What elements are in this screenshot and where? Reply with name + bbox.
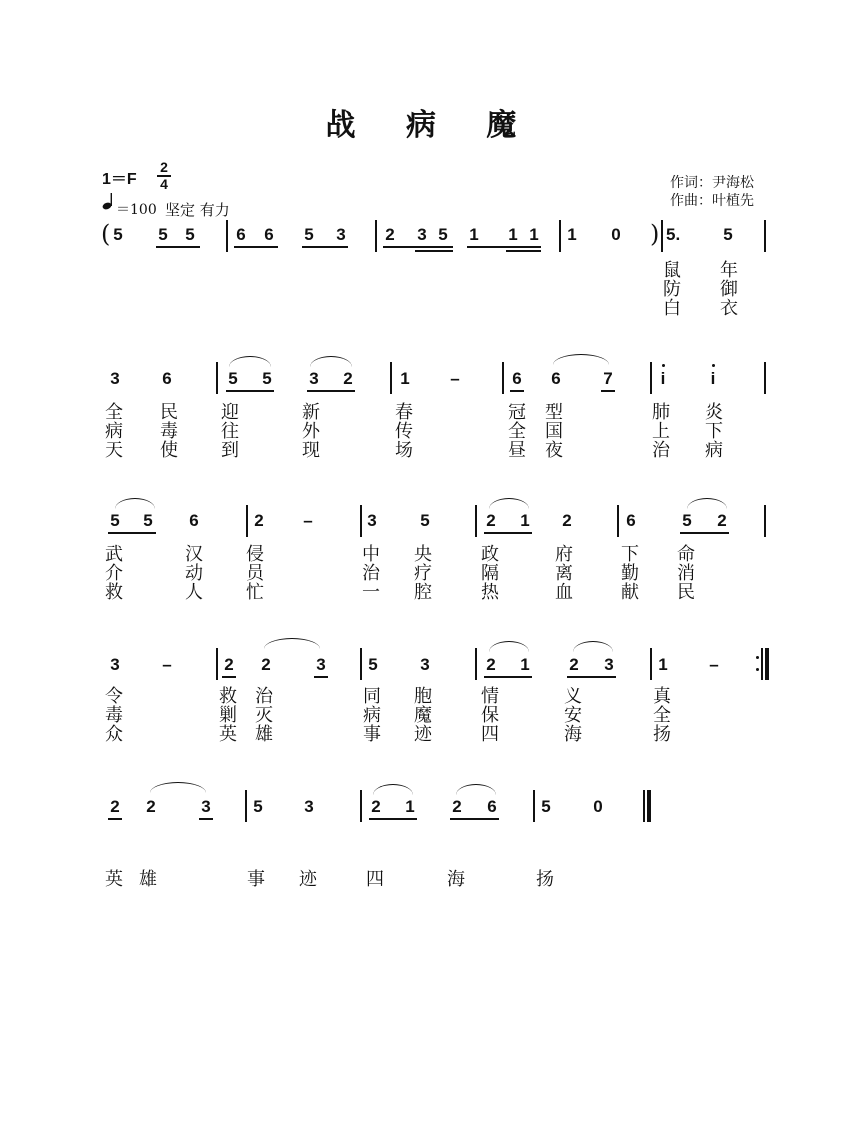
note: 5 bbox=[541, 797, 551, 816]
lyric: 情 bbox=[481, 686, 499, 707]
note: 3 bbox=[420, 655, 430, 674]
note: 5. bbox=[666, 225, 681, 244]
eighth-beam bbox=[307, 390, 355, 392]
lyric: 政 bbox=[481, 544, 499, 565]
lyric: 同 bbox=[363, 686, 381, 707]
lyric: 场 bbox=[395, 440, 413, 461]
note: 1 bbox=[520, 511, 530, 530]
lyric: 毒 bbox=[105, 705, 123, 726]
lyric: 扬 bbox=[536, 869, 554, 890]
note: 3 bbox=[316, 655, 326, 674]
lyric: 动 bbox=[185, 563, 203, 584]
octave-dot bbox=[712, 364, 715, 367]
note: 3 bbox=[309, 369, 319, 388]
lyric: 病 bbox=[105, 421, 123, 442]
note: 2 bbox=[254, 511, 264, 530]
note: 1 bbox=[520, 655, 530, 674]
repeat-dot bbox=[756, 656, 759, 659]
note: 5 bbox=[304, 225, 314, 244]
lyric: 上 bbox=[652, 421, 670, 442]
eighth-beam bbox=[467, 246, 541, 248]
lyric: 肺 bbox=[652, 402, 670, 423]
note: 5 bbox=[110, 511, 120, 530]
lyric: 毒 bbox=[160, 421, 178, 442]
lyric: 迹 bbox=[414, 724, 432, 745]
slur bbox=[489, 498, 529, 509]
note: 1 bbox=[529, 225, 539, 244]
note: 7 bbox=[603, 369, 613, 388]
note: 5 bbox=[420, 511, 430, 530]
bar-line bbox=[475, 505, 477, 537]
eighth-beam bbox=[199, 818, 213, 820]
note: 2 bbox=[224, 655, 234, 674]
slur bbox=[553, 354, 609, 365]
note: 3 bbox=[201, 797, 211, 816]
note: 3 bbox=[110, 655, 120, 674]
note: 2 bbox=[717, 511, 727, 530]
note: 6 bbox=[626, 511, 636, 530]
slur bbox=[264, 638, 320, 649]
lyric: 灭 bbox=[255, 705, 273, 726]
note: 3 bbox=[110, 369, 120, 388]
lyric: 民 bbox=[160, 402, 178, 423]
note: 5 bbox=[143, 511, 153, 530]
slur bbox=[489, 641, 529, 652]
note: 3 bbox=[604, 655, 614, 674]
lyric: 御 bbox=[720, 279, 738, 300]
lyric: 汉 bbox=[185, 544, 203, 565]
note: 2 bbox=[569, 655, 579, 674]
lyric: 国 bbox=[545, 421, 563, 442]
note: 5 bbox=[438, 225, 448, 244]
sixteenth-beam bbox=[415, 250, 453, 252]
lyric: 忙 bbox=[246, 582, 264, 603]
lyric: 夜 bbox=[545, 440, 563, 461]
lyric: 血 bbox=[555, 582, 573, 603]
eighth-beam bbox=[484, 676, 532, 678]
lyric: 英 bbox=[219, 724, 237, 745]
lyric: 病 bbox=[363, 705, 381, 726]
eighth-beam bbox=[450, 818, 499, 820]
note: 3 bbox=[367, 511, 377, 530]
lyric: 事 bbox=[247, 869, 265, 890]
sixteenth-beam bbox=[506, 250, 541, 252]
key-signature: 1＝F bbox=[102, 171, 137, 188]
lyric: 防 bbox=[663, 279, 681, 300]
bar-line bbox=[360, 790, 362, 822]
lyric: 年 bbox=[720, 260, 738, 281]
repeat-dot bbox=[756, 668, 759, 671]
note: 2 bbox=[343, 369, 353, 388]
slur bbox=[229, 356, 271, 367]
lyric: 雄 bbox=[139, 869, 157, 890]
octave-dot bbox=[662, 364, 665, 367]
lyric: 新 bbox=[302, 402, 320, 423]
bar-line bbox=[226, 220, 228, 252]
lyric: 安 bbox=[564, 705, 582, 726]
note: 1 bbox=[400, 369, 410, 388]
final-bar-line-thick bbox=[647, 790, 651, 822]
eighth-beam bbox=[567, 676, 616, 678]
lyric: 全 bbox=[508, 421, 526, 442]
eighth-beam bbox=[302, 246, 348, 248]
eighth-beam bbox=[601, 390, 615, 392]
expression-mark: 坚定 有力 bbox=[165, 201, 230, 219]
eighth-beam bbox=[234, 246, 278, 248]
lyricist-credit: 作词：尹海松 bbox=[670, 175, 754, 191]
note: 5 bbox=[368, 655, 378, 674]
note: 5 bbox=[113, 225, 123, 244]
note: 2 bbox=[110, 797, 120, 816]
lyric: 病 bbox=[705, 440, 723, 461]
eighth-beam bbox=[222, 676, 236, 678]
lyric: 炎 bbox=[705, 402, 723, 423]
lyric: 衣 bbox=[720, 298, 738, 319]
note: 2 bbox=[385, 225, 395, 244]
lyric: 治 bbox=[255, 686, 273, 707]
eighth-beam bbox=[680, 532, 729, 534]
lyric: 消 bbox=[677, 563, 695, 584]
note: 6 bbox=[487, 797, 497, 816]
note: 2 bbox=[562, 511, 572, 530]
lyric: 海 bbox=[564, 724, 582, 745]
lyric: 全 bbox=[105, 402, 123, 423]
slur bbox=[150, 782, 206, 793]
rest: 0 bbox=[611, 225, 621, 244]
note: 1 bbox=[658, 655, 668, 674]
final-bar-line bbox=[643, 790, 645, 822]
lyric: 治 bbox=[652, 440, 670, 461]
lyric: 迎 bbox=[221, 402, 239, 423]
slur bbox=[310, 356, 352, 367]
bar-line bbox=[764, 220, 766, 252]
note: 3 bbox=[417, 225, 427, 244]
lyric: 使 bbox=[160, 440, 178, 461]
note: 5 bbox=[682, 511, 692, 530]
lyric: 腔 bbox=[414, 582, 432, 603]
lyric: 保 bbox=[481, 705, 499, 726]
lyric: 隔 bbox=[481, 563, 499, 584]
lyric: 真 bbox=[653, 686, 671, 707]
note: 1 bbox=[508, 225, 518, 244]
lyric: 型 bbox=[545, 402, 563, 423]
note: 6 bbox=[264, 225, 274, 244]
note: 2 bbox=[261, 655, 271, 674]
dash: – bbox=[709, 655, 719, 674]
lyric: 剿 bbox=[219, 705, 237, 726]
lyric: 天 bbox=[105, 440, 123, 461]
lyric: 救 bbox=[219, 686, 237, 707]
lyric: 外 bbox=[302, 421, 320, 442]
slur bbox=[687, 498, 727, 509]
lyric: 中 bbox=[362, 544, 380, 565]
note: 6 bbox=[512, 369, 522, 388]
bar-line bbox=[390, 362, 392, 394]
quarter-note-icon bbox=[102, 192, 116, 210]
lyric: 众 bbox=[105, 724, 123, 745]
repeat-bar-line bbox=[761, 648, 763, 680]
note: 2 bbox=[486, 655, 496, 674]
lyric: 命 bbox=[677, 544, 695, 565]
note: 6 bbox=[162, 369, 172, 388]
note: 1 bbox=[405, 797, 415, 816]
note: 2 bbox=[452, 797, 462, 816]
composer-credit: 作曲：叶植先 bbox=[670, 193, 754, 209]
lyric: 令 bbox=[105, 686, 123, 707]
note: 5 bbox=[158, 225, 168, 244]
lyric: 治 bbox=[362, 563, 380, 584]
lyric: 热 bbox=[481, 582, 499, 603]
note-high: i bbox=[660, 369, 666, 388]
open-parenthesis: ( bbox=[101, 220, 111, 248]
eighth-beam bbox=[314, 676, 328, 678]
bar-line bbox=[764, 362, 766, 394]
eighth-beam bbox=[226, 390, 274, 392]
lyric: 鼠 bbox=[663, 260, 681, 281]
lyric: 魔 bbox=[414, 705, 432, 726]
bar-line bbox=[502, 362, 504, 394]
lyric: 全 bbox=[653, 705, 671, 726]
note: 6 bbox=[551, 369, 561, 388]
note: 5 bbox=[723, 225, 733, 244]
lyric: 勤 bbox=[621, 563, 639, 584]
note: 1 bbox=[567, 225, 577, 244]
lyric: 介 bbox=[105, 563, 123, 584]
note: 5 bbox=[262, 369, 272, 388]
eighth-beam bbox=[369, 818, 417, 820]
bar-line bbox=[216, 362, 218, 394]
dash: – bbox=[303, 511, 313, 530]
lyric: 传 bbox=[395, 421, 413, 442]
slur bbox=[573, 641, 613, 652]
lyric: 献 bbox=[621, 582, 639, 603]
lyric: 疗 bbox=[414, 563, 432, 584]
lyric: 往 bbox=[221, 421, 239, 442]
lyric: 昼 bbox=[508, 440, 526, 461]
bar-line bbox=[764, 505, 766, 537]
lyric: 事 bbox=[363, 724, 381, 745]
lyric: 扬 bbox=[653, 724, 671, 745]
eighth-beam bbox=[510, 390, 524, 392]
close-parenthesis: ) bbox=[650, 220, 660, 248]
note: 3 bbox=[304, 797, 314, 816]
lyric: 胞 bbox=[414, 686, 432, 707]
rest: 0 bbox=[593, 797, 603, 816]
lyric: 侵 bbox=[246, 544, 264, 565]
bar-line bbox=[617, 505, 619, 537]
song-title: 战 病 魔 bbox=[325, 108, 537, 143]
eighth-beam bbox=[156, 246, 200, 248]
lyric: 雄 bbox=[255, 724, 273, 745]
eighth-beam bbox=[484, 532, 532, 534]
lyric: 一 bbox=[362, 582, 380, 603]
lyric: 海 bbox=[447, 869, 465, 890]
slur bbox=[373, 784, 413, 795]
note: 2 bbox=[146, 797, 156, 816]
time-signature-top: 2 bbox=[160, 159, 168, 175]
slur bbox=[115, 498, 155, 509]
lyric: 春 bbox=[395, 402, 413, 423]
eighth-beam bbox=[108, 818, 122, 820]
eighth-beam bbox=[383, 246, 453, 248]
note: 5 bbox=[228, 369, 238, 388]
time-signature-bottom: 4 bbox=[160, 176, 168, 192]
lyric: 民 bbox=[677, 582, 695, 603]
note: 5 bbox=[185, 225, 195, 244]
note-high: i bbox=[710, 369, 716, 388]
lyric: 离 bbox=[555, 563, 573, 584]
dash: – bbox=[162, 655, 172, 674]
dash: – bbox=[450, 369, 460, 388]
lyric: 央 bbox=[414, 544, 432, 565]
eighth-beam bbox=[108, 532, 156, 534]
lyric: 四 bbox=[366, 869, 384, 890]
lyric: 员 bbox=[246, 563, 264, 584]
note: 6 bbox=[236, 225, 246, 244]
lyric: 四 bbox=[481, 724, 499, 745]
note: 6 bbox=[189, 511, 199, 530]
repeat-bar-line-thick bbox=[765, 648, 769, 680]
note: 2 bbox=[486, 511, 496, 530]
lyric: 救 bbox=[105, 582, 123, 603]
bar-line bbox=[375, 220, 377, 252]
bar-line bbox=[661, 220, 663, 252]
lyric: 府 bbox=[555, 544, 573, 565]
lyric: 到 bbox=[221, 440, 239, 461]
note: 2 bbox=[371, 797, 381, 816]
note: 1 bbox=[469, 225, 479, 244]
lyric: 武 bbox=[105, 544, 123, 565]
note: 5 bbox=[253, 797, 263, 816]
slur bbox=[456, 784, 496, 795]
lyric: 现 bbox=[302, 440, 320, 461]
lyric: 下 bbox=[705, 421, 723, 442]
lyric: 冠 bbox=[508, 402, 526, 423]
tempo-mark: ＝100 bbox=[116, 202, 157, 218]
lyric: 人 bbox=[185, 582, 203, 603]
lyric: 下 bbox=[621, 544, 639, 565]
bar-line bbox=[475, 648, 477, 680]
lyric: 白 bbox=[663, 298, 681, 319]
lyric: 英 bbox=[105, 869, 123, 890]
lyric: 义 bbox=[564, 686, 582, 707]
lyric: 迹 bbox=[299, 869, 317, 890]
note: 3 bbox=[336, 225, 346, 244]
